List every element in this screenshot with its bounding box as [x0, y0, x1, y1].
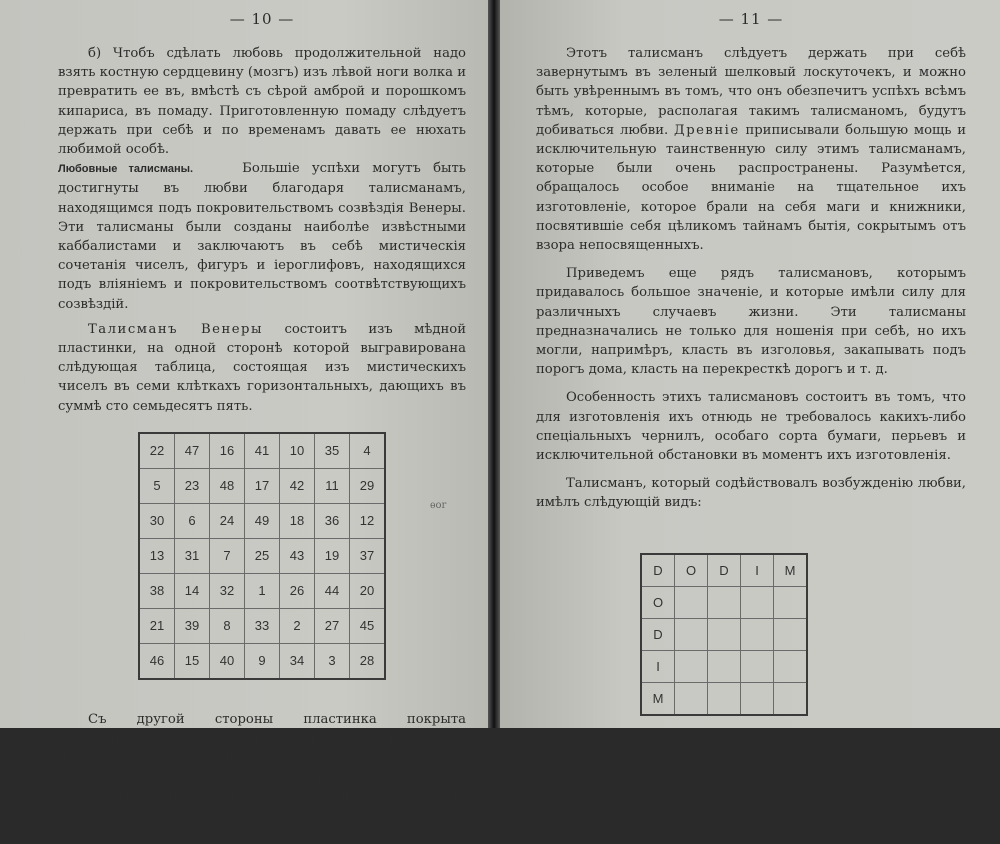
dodim-grid-cell: O — [675, 554, 708, 587]
right-paragraph-4: Талисманъ, который содѣйствовалъ возбужденію любви, имѣлъ слѣдующій видъ: — [536, 476, 966, 511]
right-paragraph-1 — [536, 44, 966, 255]
venus-square-cell: 49 — [245, 503, 280, 538]
dodim-grid-cell — [675, 682, 708, 715]
venus-square-cell: 22 — [139, 433, 175, 469]
dodim-grid-cell — [675, 586, 708, 618]
venus-square-cell: 6 — [175, 503, 210, 538]
left-page — [0, 0, 488, 843]
venus-magic-square — [138, 432, 386, 680]
dodim-grid-cell: D — [708, 554, 741, 587]
venus-square-cell: 5 — [139, 468, 175, 503]
venus-square-cell: 30 — [139, 503, 175, 538]
venus-square-row — [139, 433, 385, 469]
venus-square-cell: 3 — [315, 643, 350, 679]
venus-square-cell: 13 — [139, 538, 175, 573]
right-paragraph-1a: Этотъ талисманъ слѣдуетъ держать при себѣ завернутымъ въ зеленый шелковый лоскуточекъ, и можно быть увѣреннымъ въ томъ, что онъ обезпечитъ успѣхъ всѣмъ тѣмъ, которые, располагая такимъ талисманомъ, будутъ добиваться любви. — [536, 46, 966, 138]
left-paragraph-4 — [58, 710, 466, 844]
venus-square-cell: 45 — [350, 608, 386, 643]
dodim-grid-row — [641, 554, 807, 587]
dodim-grid-cell — [741, 650, 774, 682]
venus-square-cell: 41 — [245, 433, 280, 469]
dodim-grid-cell — [675, 618, 708, 650]
venus-square-cell: 26 — [280, 573, 315, 608]
venus-square-cell: 10 — [280, 433, 315, 469]
venus-square-row — [139, 468, 385, 503]
venus-square-cell: 7 — [210, 538, 245, 573]
left-paragraph-4-text: Съ другой стороны пластинка покрыта выгравированной на ней фигурой, изображающей полуобнаженную женщину, которая въ правой рукѣ держитъ маленькаго купидона съ стрѣлами, а въ лѣвой—музыкальный инструментъ, напоминающій гитару. Надъ головой женщины лучезарная звѣзда съ надписью: — [58, 711, 466, 823]
dodim-grid-cell — [741, 682, 774, 715]
venus-square-row — [139, 643, 385, 679]
right-paragraph-1b: приписывали большую мощь и исключительную таинственную силу этимъ талисманамъ, которые были очень распространены. Разумѣется, обращалось особое вниманіе на тщательное ихъ изготовленіе, которое брали на себя маги и книжники, посвятившіе себя цѣликомъ тайнамъ бытія, сокрытымъ отъ взора непосвященныхъ. — [536, 122, 966, 254]
venus-square-cell: 38 — [139, 573, 175, 608]
left-paragraph-1: б) Чтобъ сдѣлать любовь продолжительной надо взять костную сердцевину (мозгъ) изъ лѣвой ноги волка и превратить ее въ, вмѣстѣ съ сѣрой амброй и порошкомъ кипариса, въ помаду. Приготовленную помаду слѣдуетъ держать при себѣ и по временамъ давать ее нюхать любимой особѣ. — [58, 46, 466, 158]
venus-square-cell: 16 — [210, 433, 245, 469]
venus-square-row — [139, 573, 385, 608]
venus-square-cell: 24 — [210, 503, 245, 538]
dodim-grid-cell — [708, 650, 741, 682]
venus-square-cell: 1 — [245, 573, 280, 608]
venus-square-row — [139, 608, 385, 643]
venus-square-cell: 2 — [280, 608, 315, 643]
left-paragraph-3 — [58, 320, 466, 416]
venus-square-cell: 20 — [350, 573, 386, 608]
left-paragraph-3-text: состоитъ изъ мѣдной пластинки, на одной сторонѣ которой выгравирована слѣдующая таблица, состоящая изъ мистическихъ чиселъ въ семи клѣткахъ горизонтальныхъ, дающихъ въ суммѣ сто семьдесятъ пять. — [58, 321, 467, 414]
dodim-grid-cell — [708, 586, 741, 618]
dodim-grid-row — [641, 650, 807, 682]
ancients-term: Древніе — [673, 122, 740, 138]
dodim-grid-cell — [741, 586, 774, 618]
venus-square-cell: 34 — [280, 643, 315, 679]
venus-square-cell: 36 — [315, 503, 350, 538]
right-page — [500, 0, 1000, 728]
venus-square-cell: 47 — [175, 433, 210, 469]
venus-square-cell: 4 — [350, 433, 386, 469]
margin-mark: ѳоr — [430, 500, 447, 511]
venus-square-cell: 32 — [210, 573, 245, 608]
dodim-grid-cell: O — [641, 586, 675, 618]
dodim-grid-row — [641, 682, 807, 715]
dodim-grid-cell: M — [774, 554, 808, 587]
venus-square-cell: 43 — [280, 538, 315, 573]
venus-square-cell: 33 — [245, 608, 280, 643]
venus-square-cell: 31 — [175, 538, 210, 573]
dodim-grid-cell: I — [741, 554, 774, 587]
venus-inscription: Венера. — [58, 827, 124, 843]
dodim-grid-cell: M — [641, 682, 675, 715]
venus-square-row — [139, 503, 385, 538]
venus-talisman-term: Талисманъ Венеры — [88, 321, 263, 337]
dodim-grid-cell — [774, 618, 808, 650]
dodim-grid-cell — [708, 682, 741, 715]
dodim-grid-row — [641, 618, 807, 650]
dodim-grid-cell: I — [641, 650, 675, 682]
venus-square-cell: 8 — [210, 608, 245, 643]
dodim-grid-cell — [774, 650, 808, 682]
left-paragraph-2 — [58, 159, 466, 314]
dodim-grid-cell — [708, 618, 741, 650]
dodim-talisman-grid — [640, 553, 808, 716]
venus-square-cell: 44 — [315, 573, 350, 608]
dodim-grid-cell — [774, 586, 808, 618]
right-paragraph-2: Приведемъ еще рядъ талисмановъ, которымъ придавалось большое значеніе, и которые имѣли силу для различныхъ случаевъ жизни. Эти талисманы предназначались не только для ношенія при себѣ, но ихъ могли, напримѣръ, класть въ изголовья, закапывать подъ порогъ дома, класть на перекресткѣ дорогъ и т. д. — [536, 266, 966, 378]
venus-square-cell: 15 — [175, 643, 210, 679]
right-paragraph-3: Особенность этихъ талисмановъ состоитъ въ томъ, что для изготовленія ихъ отнюдь не требовалось какихъ-либо спеціальныхъ чернилъ, особаго сорта бумаги, перьевъ и исключительной обстановки въ моментъ ихъ изготовленія. — [536, 390, 966, 464]
venus-square-cell: 11 — [315, 468, 350, 503]
dodim-grid-cell — [774, 682, 808, 715]
page-number-left: — 10 — — [229, 10, 295, 28]
venus-square-cell: 40 — [210, 643, 245, 679]
venus-square-cell: 23 — [175, 468, 210, 503]
venus-square-cell: 14 — [175, 573, 210, 608]
book-gutter — [488, 0, 500, 728]
venus-square-cell: 25 — [245, 538, 280, 573]
subheading-love-talismans: Любовные талисманы. — [58, 163, 194, 176]
venus-square-cell: 46 — [139, 643, 175, 679]
venus-square-cell: 21 — [139, 608, 175, 643]
page-number-right: — 11 — — [718, 10, 784, 28]
venus-square-cell: 29 — [350, 468, 386, 503]
dodim-grid-cell: D — [641, 554, 675, 587]
venus-square-cell: 17 — [245, 468, 280, 503]
dodim-grid-cell: D — [641, 618, 675, 650]
venus-square-cell: 28 — [350, 643, 386, 679]
dodim-grid-cell — [675, 650, 708, 682]
left-paragraph-2-text: Большіе успѣхи могутъ быть достигнуты въ любви благодаря талисманамъ, находящимся подъ покровительствомъ созвѣздія Венеры. Эти талисманы были созданы наиболѣе извѣстными каббалистами и заключаютъ въ себѣ мистическія сочетанія чиселъ, фигуръ и іероглифовъ, находящихся подъ вліяніемъ и покровительствомъ соотвѣтствующихъ созвѣздій. — [58, 161, 466, 312]
venus-square-cell: 9 — [245, 643, 280, 679]
venus-square-cell: 12 — [350, 503, 386, 538]
venus-square-row — [139, 538, 385, 573]
venus-square-cell: 27 — [315, 608, 350, 643]
venus-square-cell: 18 — [280, 503, 315, 538]
venus-square-cell: 48 — [210, 468, 245, 503]
venus-square-cell: 19 — [315, 538, 350, 573]
venus-square-cell: 37 — [350, 538, 386, 573]
dodim-grid-cell — [741, 618, 774, 650]
venus-square-cell: 39 — [175, 608, 210, 643]
dodim-grid-row — [641, 586, 807, 618]
venus-square-cell: 42 — [280, 468, 315, 503]
venus-square-cell: 35 — [315, 433, 350, 469]
